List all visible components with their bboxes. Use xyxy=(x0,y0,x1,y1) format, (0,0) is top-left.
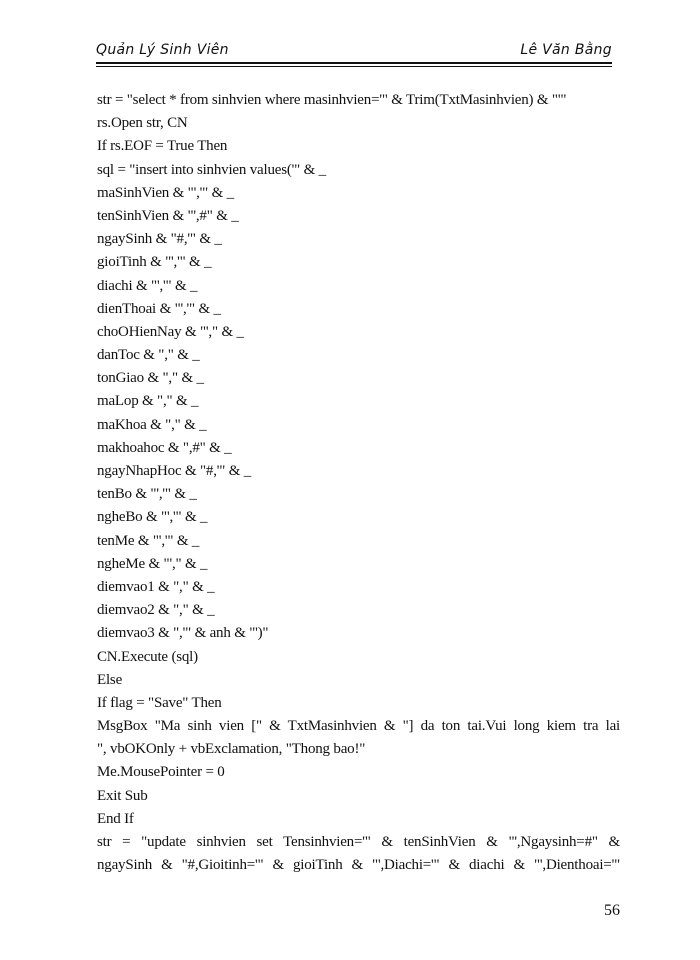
code-line: Else xyxy=(97,671,123,688)
page-number: 56 xyxy=(604,902,620,919)
code-line: tenMe & "','" & _ xyxy=(97,532,200,549)
code-line: gioiTinh & "','" & _ xyxy=(97,254,212,271)
code-line: If flag = "Save" Then xyxy=(97,694,222,711)
code-line: diemvao1 & "," & _ xyxy=(97,578,215,595)
code-line: str = "select * from sinhvien where masinhvien='" & Trim(TxtMasinhvien) & "'" xyxy=(97,92,567,108)
code-line: diachi & "','" & _ xyxy=(97,277,198,294)
code-line: CN.Execute (sql) xyxy=(97,648,198,665)
code-line: maKhoa & "," & _ xyxy=(97,416,207,433)
code-line: Exit Sub xyxy=(97,787,148,804)
code-line: ngheBo & "','" & _ xyxy=(97,509,208,526)
code-line: ngayNhapHoc & "#,'" & _ xyxy=(97,463,252,479)
code-line: makhoahoc & ",#" & _ xyxy=(97,439,232,456)
code-line: maLop & "," & _ xyxy=(97,393,199,410)
code-line: danToc & "," & _ xyxy=(97,347,200,364)
code-line: maSinhVien & "','" & _ xyxy=(97,184,234,201)
page-header xyxy=(96,40,612,62)
code-line: tenSinhVien & "',#" & _ xyxy=(97,207,239,224)
code-line: MsgBox "Ma sinh vien [" & TxtMasinhvien & "] da ton tai.Vui long kiem tra lai xyxy=(97,718,620,735)
code-line: Me.MousePointer = 0 xyxy=(97,764,225,781)
code-line: sql = "insert into sinhvien values('" & _ xyxy=(97,161,326,178)
code-line: str = "update sinhvien set Tensinhvien='" & tenSinhVien & "',Ngaysinh=#" & xyxy=(97,834,620,850)
code-line: ngaySinh & "#,Gioitinh='" & gioiTinh & "',Diachi='" & diachi & "',Dienthoai='" xyxy=(97,857,620,874)
code-line: If rs.EOF = True Then xyxy=(97,138,228,155)
header-title: Quản Lý Sinh Viên xyxy=(96,42,229,58)
code-line: rs.Open str, CN xyxy=(97,115,188,132)
code-line: ngaySinh & "#,'" & _ xyxy=(97,231,222,248)
code-line: ngheMe & "'," & _ xyxy=(97,555,208,572)
code-line: End If xyxy=(97,810,134,827)
header-rule-thin xyxy=(96,66,612,67)
code-line: tonGiao & "," & _ xyxy=(97,370,204,387)
code-line: ", vbOKOnly + vbExclamation, "Thong bao!" xyxy=(97,741,366,758)
code-line: diemvao2 & "," & _ xyxy=(97,602,215,619)
code-line: dienThoai & "','" & _ xyxy=(97,300,221,317)
code-line: choOHienNay & "'," & _ xyxy=(97,323,244,340)
header-rule-thick xyxy=(96,62,612,64)
header-author: Lê Văn Bằng xyxy=(520,42,612,58)
code-line: diemvao3 & ",'" & anh & "')" xyxy=(97,625,269,642)
code-listing xyxy=(97,89,620,877)
code-line: tenBo & "','" & _ xyxy=(97,486,197,503)
